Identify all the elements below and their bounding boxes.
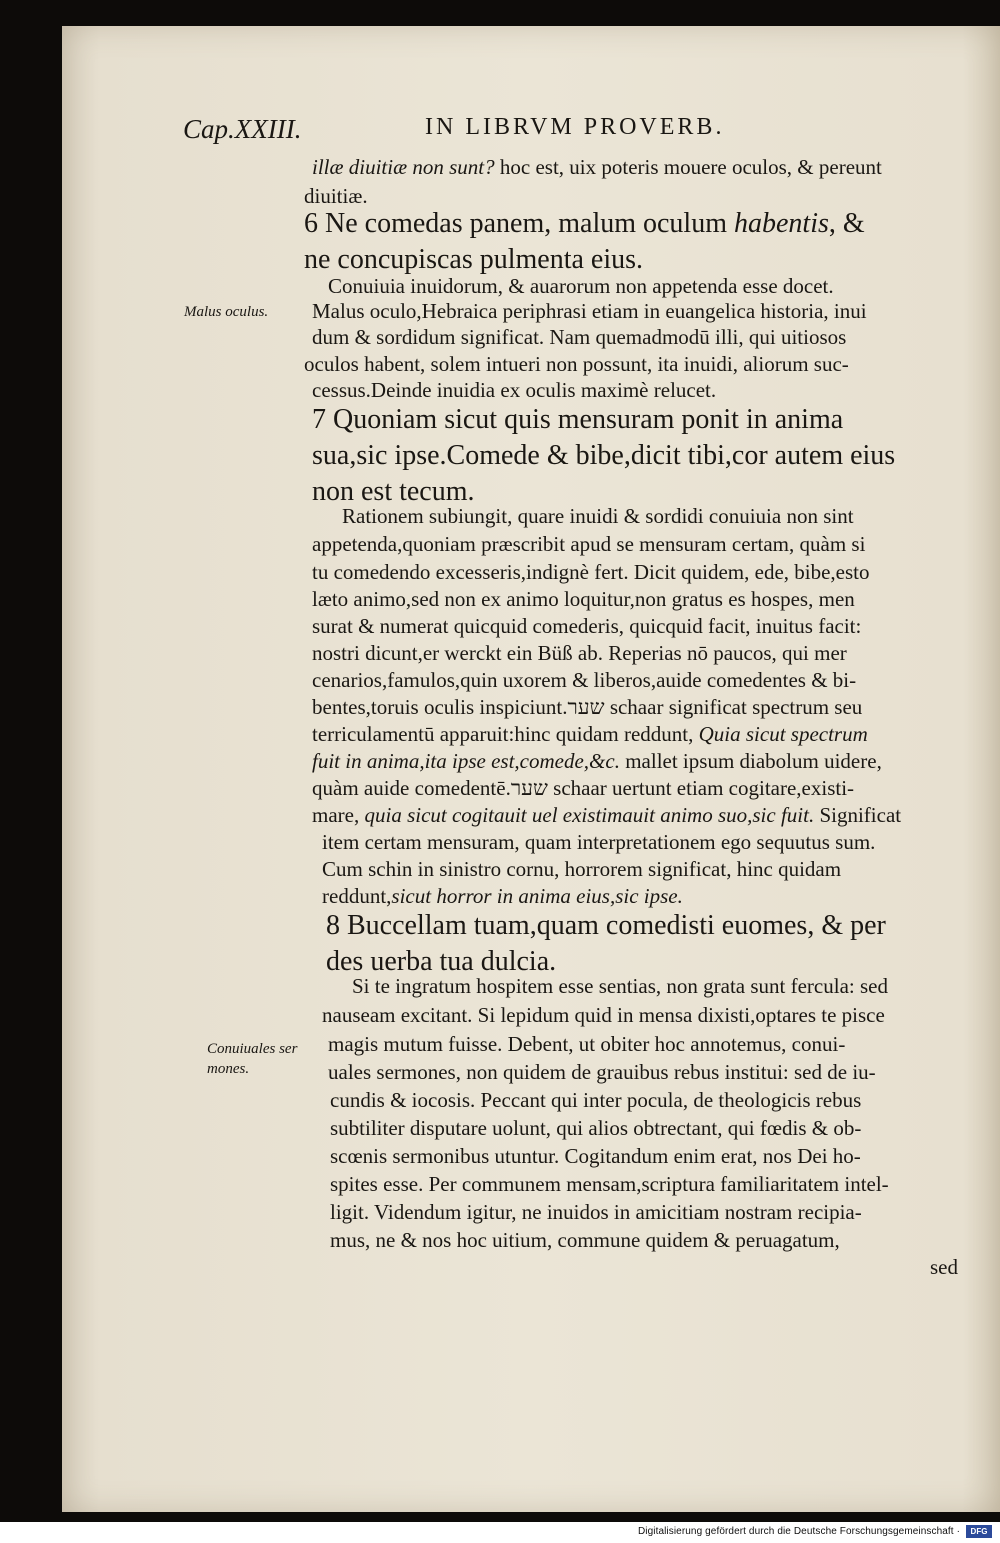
italic-span: habentis [734, 208, 829, 239]
text-line [330, 1200, 862, 1225]
text-span: diuitiæ. [304, 184, 368, 208]
marginal-note-text: Conuiuales ser [207, 1041, 298, 1057]
text-line [328, 274, 834, 299]
footer-bar [0, 1522, 1000, 1543]
text-line [312, 776, 854, 801]
text-span: 7 Quoniam sicut quis mensuram ponit in anima [312, 404, 844, 435]
text-line [330, 1228, 840, 1253]
text-line [330, 1088, 861, 1113]
text-line [312, 614, 861, 639]
text-span: 6 Ne comedas panem, malum oculum [304, 208, 734, 239]
text-span: sua,sic ipse.Comede & bibe,dicit tibi,cor autem eius [312, 440, 896, 471]
text-line [312, 749, 882, 774]
text-line [312, 722, 868, 747]
text-span: nauseam excitant. Si lepidum quid in mensa dixisti,optares te pisce [322, 1003, 885, 1027]
text-span: magis mutum fuisse. Debent, ut obiter hoc annotemus, conui- [328, 1032, 846, 1056]
chapter-label: Cap.XXIII. [183, 114, 302, 144]
text-span: cessus.Deinde inuidia ex oculis maximè relucet. [312, 378, 717, 402]
text-line [342, 504, 854, 529]
text-span: mus, ne & nos hoc uitium, commune quidem & peruagatum, [330, 1228, 840, 1252]
text-span: subtiliter disputare uolunt, qui alios obtrectant, qui fœdis & ob- [330, 1116, 862, 1140]
text-line [330, 1144, 861, 1169]
text-span: cundis & iocosis. Peccant qui inter pocula, de theologicis rebus [330, 1088, 862, 1112]
text-line [312, 560, 870, 585]
text-line [328, 1060, 876, 1085]
dfg-logo: DFG [966, 1525, 992, 1538]
text-span: 8 Buccellam tuam,quam comedisti euomes, & per [326, 910, 886, 941]
text-span: mare, [312, 803, 365, 827]
text-span: spites esse. Per communem mensam,scriptura familiaritatem intel- [330, 1172, 889, 1196]
text-span: bentes,toruis oculis inspiciunt.שער schaar significat spectrum seu [312, 695, 863, 719]
text-line [304, 208, 865, 240]
text-span: sed [930, 1255, 958, 1279]
text-span: des uerba tua dulcia. [326, 946, 557, 977]
text-span: tu comedendo excesseris,indignè fert. Dicit quidem, ede, bibe,esto [312, 560, 870, 584]
text-line [312, 641, 847, 666]
text-line [304, 244, 643, 276]
text-span: reddunt, [322, 884, 392, 908]
running-title [425, 114, 724, 141]
italic-span: illæ diuitiæ non sunt? [312, 155, 495, 179]
text-span: ne concupiscas pulmenta eius. [304, 244, 644, 275]
text-line [312, 668, 856, 693]
text-line [312, 803, 901, 828]
text-span: item certam mensuram, quam interpretationem ego sequutus sum. [322, 830, 876, 854]
text-span: Malus oculo,Hebraica periphrasi etiam in euangelica historia, inui [312, 299, 867, 323]
text-span: dum & sordidum significat. Nam quemadmodū illi, qui uitiosos [312, 325, 847, 349]
text-line [312, 299, 867, 324]
text-line [312, 532, 865, 557]
text-line [312, 155, 882, 180]
text-line [312, 440, 895, 472]
text-line [312, 587, 855, 612]
text-span: nostri dicunt,er werckt ein Büß ab. Reperias nō paucos, qui mer [312, 641, 847, 665]
text-span: cenarios,famulos,quin uxorem & liberos,auide comedentes & bi- [312, 668, 857, 692]
text-span: non est tecum. [312, 476, 475, 507]
text-line [326, 910, 886, 942]
text-line [312, 404, 843, 436]
text-line [304, 184, 368, 209]
text-line [330, 1116, 861, 1141]
italic-span: sicut horror in anima eius,sic ipse. [391, 884, 683, 908]
text-line [322, 830, 875, 855]
text-span: ligit. Videndum igitur, ne inuidos in amicitiam nostram recipia- [330, 1200, 862, 1224]
text-span: Significat [814, 803, 902, 827]
text-span: scœnis sermonibus utuntur. Cogitandum enim erat, nos Dei ho- [330, 1144, 861, 1168]
running-title-text: IN LIBRVM PROVERB. [425, 114, 725, 140]
text-span: quàm auide comedentē.שער schaar uertunt etiam cogitare,existi- [312, 776, 855, 800]
text-span: Rationem subiungit, quare inuidi & sordidi conuiuia non sint [342, 504, 854, 528]
text-span: surat & numerat quicquid comederis, quicquid facit, inuitus facit: [312, 614, 862, 638]
text-line [330, 1172, 889, 1197]
text-line [322, 884, 683, 909]
marginal-note-malus-oculus [184, 304, 268, 321]
text-line [304, 352, 849, 377]
text-span: , & [828, 208, 865, 239]
text-span: terriculamentū apparuit:hinc quidam reddunt, [312, 722, 699, 746]
text-line [312, 325, 846, 350]
marginal-note-conuiuales-2 [207, 1061, 249, 1078]
chapter-heading [183, 114, 301, 145]
text-span: oculos habent, solem intueri non possunt, ita inuidi, aliorum suc- [304, 352, 849, 376]
footer-credit: Digitalisierung gefördert durch die Deutsche Forschungsgemeinschaft · [637, 1526, 960, 1537]
text-span: Cum schin in sinistro cornu, horrorem significat, hinc quidam [322, 857, 842, 881]
text-span: uales sermones, non quidem de grauibus rebus institui: sed de iu- [328, 1060, 876, 1084]
text-line [328, 1032, 845, 1057]
marginal-note-text: Malus oculus. [184, 304, 269, 320]
text-span: Conuiuia inuidorum, & auarorum non appetenda esse docet. [328, 274, 834, 298]
italic-span: quia sicut cogitauit uel existimauit animo suo,sic fuit. [364, 803, 815, 827]
text-span: Si te ingratum hospitem esse sentias, non grata sunt fercula: sed [352, 974, 888, 998]
text-line [322, 857, 841, 882]
text-span: læto animo,sed non ex animo loquitur,non gratus es hospes, men [312, 587, 855, 611]
marginal-note-conuiuales-1 [207, 1041, 297, 1058]
text-span: appetenda,quoniam præscribit apud se mensuram certam, quàm si [312, 532, 866, 556]
text-span: hoc est, uix poteris mouere oculos, & pereunt [494, 155, 882, 179]
marginal-note-text: mones. [207, 1061, 250, 1077]
italic-span: fuit in anima,ita ipse est,comede,&c. [312, 749, 620, 773]
text-span: mallet ipsum diabolum uidere, [619, 749, 882, 773]
text-line [312, 378, 716, 403]
italic-span: Quia sicut spectrum [698, 722, 868, 746]
text-line [930, 1255, 958, 1280]
text-line [352, 974, 888, 999]
text-line [312, 695, 862, 720]
text-line [322, 1003, 885, 1028]
